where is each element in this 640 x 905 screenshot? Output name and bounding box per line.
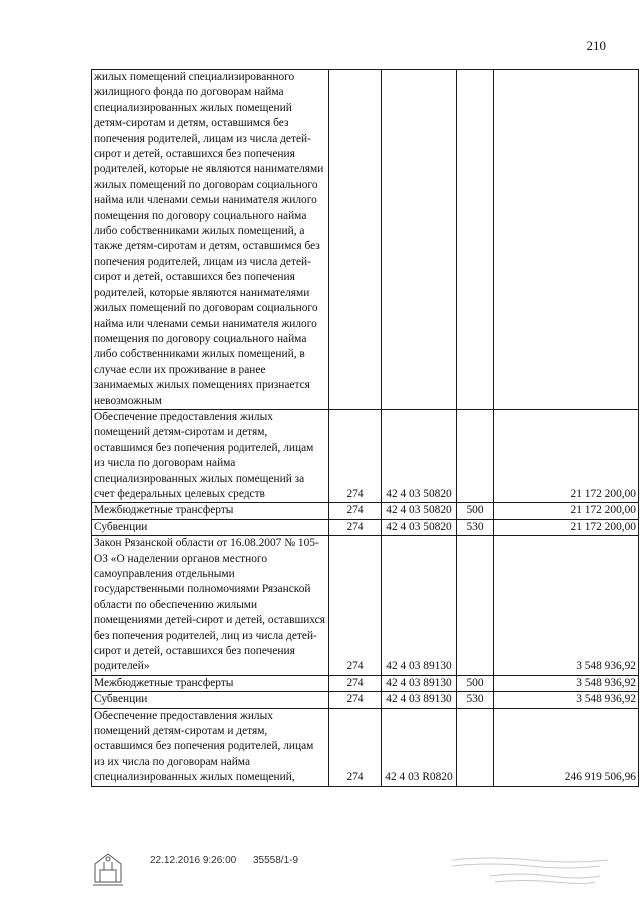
row-vr: 530 <box>457 692 494 708</box>
row-vr <box>457 409 494 502</box>
row-csr: 42 4 03 50820 <box>382 519 457 535</box>
row-name: Субвенции <box>92 519 329 535</box>
row-vr <box>457 70 494 410</box>
row-vr <box>457 536 494 676</box>
row-ved: 274 <box>329 692 382 708</box>
row-ved <box>329 70 382 410</box>
row-csr: 42 4 03 R0820 <box>382 708 457 786</box>
footer-date: 22.12.2016 9:26:00 <box>150 855 237 866</box>
table-row <box>92 503 639 519</box>
row-name: Обеспечение предоставления жилых помещений детям-сиротам и детям, оставшимся без попечения родителей, лицам из их числа по договорам найма специализированных жилых помещений, <box>92 708 329 786</box>
row-csr <box>382 70 457 410</box>
row-ved: 274 <box>329 708 382 786</box>
table-row <box>92 409 639 502</box>
row-name: Обеспечение предоставления жилых помещений детям-сиротам и детям, оставшимся без попечения родителей, лицам из числа по договорам найма специализированных жилых помещений за счет федеральных целевых средств <box>92 409 329 502</box>
row-csr: 42 4 03 89130 <box>382 536 457 676</box>
row-sum: 3 548 936,92 <box>494 536 639 676</box>
row-name: Закон Рязанской области от 16.08.2007 № 105-ОЗ «О наделении органов местного самоуправления отдельными государственными полномочиями Рязанской области по обеспечению жилыми помещениями детей-сирот и детей, оставшихся без попечения родителей, лиц из числа детей-сирот и детей, оставшихся без попечения родителей» <box>92 536 329 676</box>
row-vr: 500 <box>457 503 494 519</box>
row-sum <box>494 70 639 410</box>
row-ved: 274 <box>329 675 382 691</box>
document-footer <box>150 855 312 866</box>
row-sum: 21 172 200,00 <box>494 519 639 535</box>
footer-doc-number: 35558/1-9 <box>252 855 299 866</box>
row-csr: 42 4 03 50820 <box>382 503 457 519</box>
electronic-signature-stamp-icon <box>450 852 610 886</box>
row-sum: 3 548 936,92 <box>494 675 639 691</box>
row-name: жилых помещений специализированного жилищного фонда по договорам найма специализированных жилых помещений детям-сиротам и детям, оставшимся без попечения родителей, лицам из числа детей-сирот и детей, оставшихся без попечения родителей, которые не являются нанимателями жилых помещений по договорам социального найма или членами семьи нанимателя жилого помещения по договору социального найма либо собственниками жилых помещений, а также детям-сиротам и детям, оставшимся без попечения родителей, лицам из числа детей-сирот и детей, оставшихся без попечения родителей, которые являются нанимателями жилых помещений по договорам социального найма или членами семьи нанимателя жилого помещения по договору социального найма либо собственниками жилых помещений, в случае если их проживание в ранее занимаемых жилых помещениях признается невозможным <box>92 70 329 410</box>
row-sum: 3 548 936,92 <box>494 692 639 708</box>
row-csr: 42 4 03 89130 <box>382 675 457 691</box>
table-row <box>92 692 639 708</box>
row-vr <box>457 708 494 786</box>
row-ved: 274 <box>329 409 382 502</box>
row-vr: 500 <box>457 675 494 691</box>
page-number: 210 <box>586 38 606 53</box>
table-row <box>92 708 639 786</box>
row-ved: 274 <box>329 536 382 676</box>
budget-table <box>91 69 639 787</box>
table-row <box>92 536 639 676</box>
row-csr: 42 4 03 50820 <box>382 409 457 502</box>
row-name: Межбюджетные трансферты <box>92 675 329 691</box>
row-ved: 274 <box>329 519 382 535</box>
table-row <box>92 519 639 535</box>
row-ved: 274 <box>329 503 382 519</box>
table-row <box>92 675 639 691</box>
row-name: Межбюджетные трансферты <box>92 503 329 519</box>
row-vr: 530 <box>457 519 494 535</box>
table-row <box>92 70 639 410</box>
row-sum: 246 919 506,96 <box>494 708 639 786</box>
row-sum: 21 172 200,00 <box>494 409 639 502</box>
row-csr: 42 4 03 89130 <box>382 692 457 708</box>
signature-seal-icon <box>88 850 128 888</box>
row-name: Субвенции <box>92 692 329 708</box>
row-sum: 21 172 200,00 <box>494 503 639 519</box>
